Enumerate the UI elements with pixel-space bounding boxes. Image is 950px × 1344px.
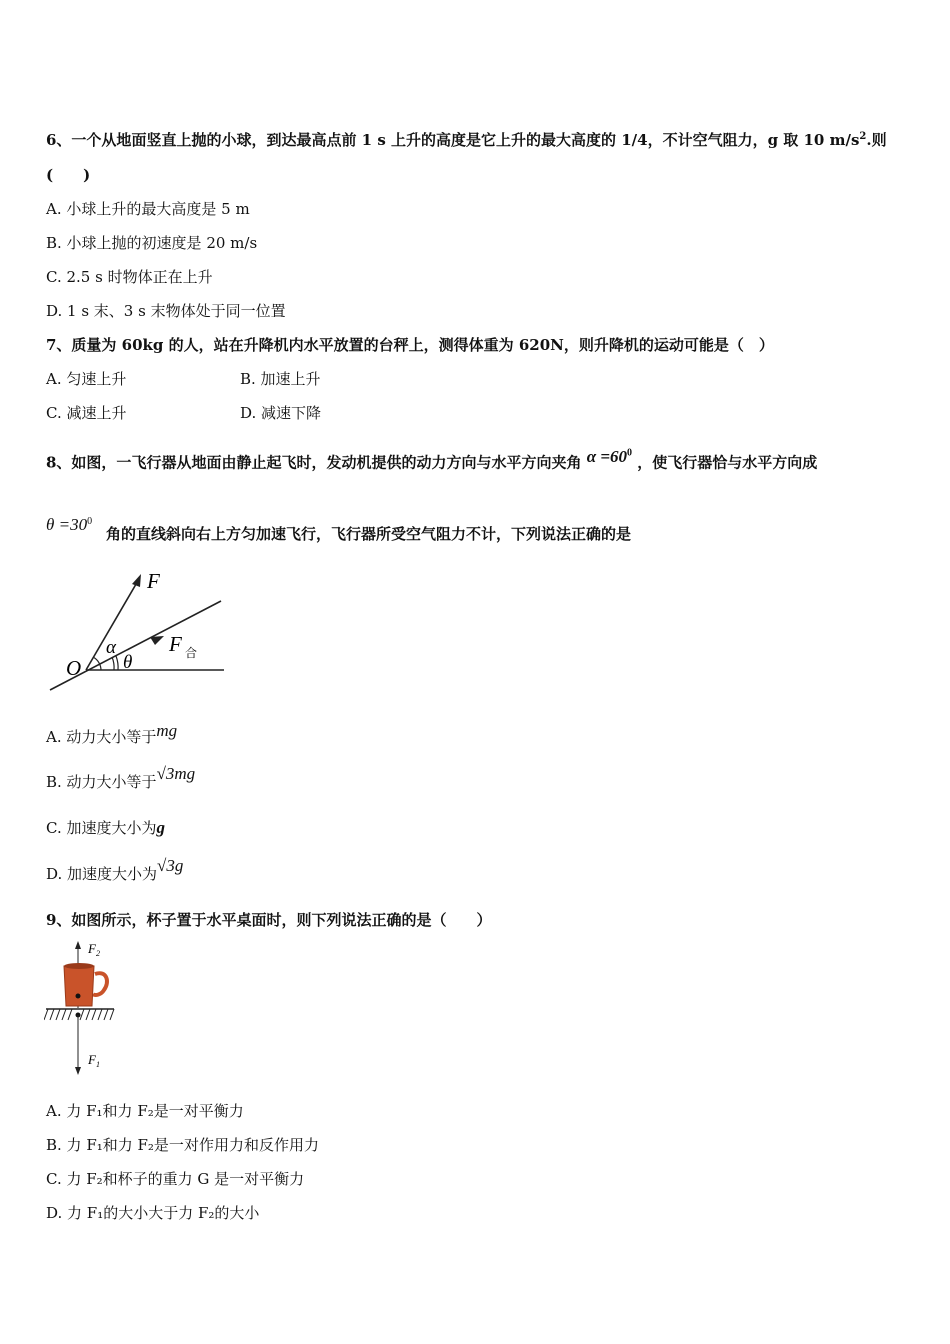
label-f1-sub: 1 xyxy=(95,1060,100,1069)
q9-option-d: D. 力 F₁的大小大于力 F₂的大小 xyxy=(46,1204,260,1222)
label-alpha: α xyxy=(106,637,116,658)
q8-option-a xyxy=(46,721,178,747)
q8-theta xyxy=(46,512,92,535)
q8-option-c-math: g xyxy=(156,818,165,837)
label-f2-sub: 2 xyxy=(95,949,100,958)
force-f-arrowhead xyxy=(132,574,141,587)
alpha-arc xyxy=(93,657,101,670)
q8-alpha-sup: 0 xyxy=(627,447,633,458)
q6-stem-sup: 2 xyxy=(859,131,867,142)
q8-option-a-text: A. 动力大小等于 xyxy=(46,728,157,746)
q8-option-d xyxy=(46,856,184,884)
q9-stem: 9、如图所示，杯子置于水平桌面时，则下列说法正确的是（ ） xyxy=(46,911,492,929)
q8-option-a-math: mg xyxy=(156,721,178,740)
label-theta: θ xyxy=(123,652,133,673)
q6-option-a: A. 小球上升的最大高度是 5 m xyxy=(46,200,250,218)
q8-alpha-text: α =60 xyxy=(586,446,628,466)
q9-option-a: A. 力 F₁和力 F₂是一对平衡力 xyxy=(46,1102,244,1120)
q8-option-c xyxy=(46,818,165,838)
q8-option-d-text: D. 加速度大小为 xyxy=(46,865,158,883)
label-f2 xyxy=(87,941,100,958)
q6-paren: ( ) xyxy=(46,166,91,184)
q7-stem: 7、质量为 60kg 的人，站在升降机内水平放置的台秤上，测得体重为 620N，则升降机的运动可能是（ ） xyxy=(46,336,774,354)
q6-stem-end: .则 xyxy=(866,131,887,149)
q8-option-b-text: B. 动力大小等于 xyxy=(46,773,157,791)
q8-stem-b: ，使飞行器恰与水平方向成 xyxy=(637,453,818,472)
q6-stem xyxy=(46,127,887,150)
q8-option-d-math: √3g xyxy=(157,856,184,875)
q9-cup-diagram xyxy=(44,938,124,1078)
label-fhe-sub: 合 xyxy=(185,646,198,660)
label-f: F xyxy=(147,569,160,593)
f2-arrowhead xyxy=(75,941,81,949)
q7-option-a: A. 匀速上升 xyxy=(46,370,127,388)
q6-option-c: C. 2.5 s 时物体正在上升 xyxy=(46,268,213,286)
cup-center-dot xyxy=(76,994,81,999)
q6-option-b: B. 小球上抛的初速度是 20 m/s xyxy=(46,234,258,252)
f1-arrowhead xyxy=(75,1067,81,1075)
q8-stem-c: 角的直线斜向右上方匀加速飞行，飞行器所受空气阻力不计，下列说法正确的是 xyxy=(106,525,632,543)
q8-alpha xyxy=(587,447,632,466)
label-o: O xyxy=(66,656,82,680)
q8-theta-text: θ =30 xyxy=(46,515,88,534)
q8-theta-sup: 0 xyxy=(87,516,93,527)
fhe-arrowhead xyxy=(150,636,164,645)
q7-option-d: D. 减速下降 xyxy=(240,404,322,422)
label-f2-text: F xyxy=(88,941,96,956)
q8-force-diagram xyxy=(44,565,234,695)
label-f1 xyxy=(87,1052,100,1069)
theta-arc-2 xyxy=(116,656,118,670)
q9-option-b: B. 力 F₁和力 F₂是一对作用力和反作用力 xyxy=(46,1136,319,1154)
q8-option-b-math: √3mg xyxy=(156,764,196,783)
q6-option-d: D. 1 s 末、3 s 末物体处于同一位置 xyxy=(46,302,286,320)
q9-option-c: C. 力 F₂和杯子的重力 G 是一对平衡力 xyxy=(46,1170,305,1188)
q8-stem-line1 xyxy=(46,446,818,473)
q8-option-c-text: C. 加速度大小为 xyxy=(46,819,157,837)
label-fhe: F xyxy=(169,632,182,656)
cup-icon xyxy=(64,963,107,1006)
q8-option-b xyxy=(46,764,196,792)
q6-stem-text: 6、一个从地面竖直上抛的小球，到达最高点前 1 s 上升的高度是它上升的最大高度的 1/4，不计空气阻力，g 取 10 m/s xyxy=(46,131,860,149)
q7-option-c: C. 减速上升 xyxy=(46,404,127,422)
label-f1-text: F xyxy=(88,1052,96,1067)
theta-arc-1 xyxy=(112,657,114,670)
q7-option-b: B. 加速上升 xyxy=(240,370,321,388)
q8-stem-a: 8、如图，一飞行器从地面由静止起飞时，发动机提供的动力方向与水平方向夹角 xyxy=(46,453,582,472)
